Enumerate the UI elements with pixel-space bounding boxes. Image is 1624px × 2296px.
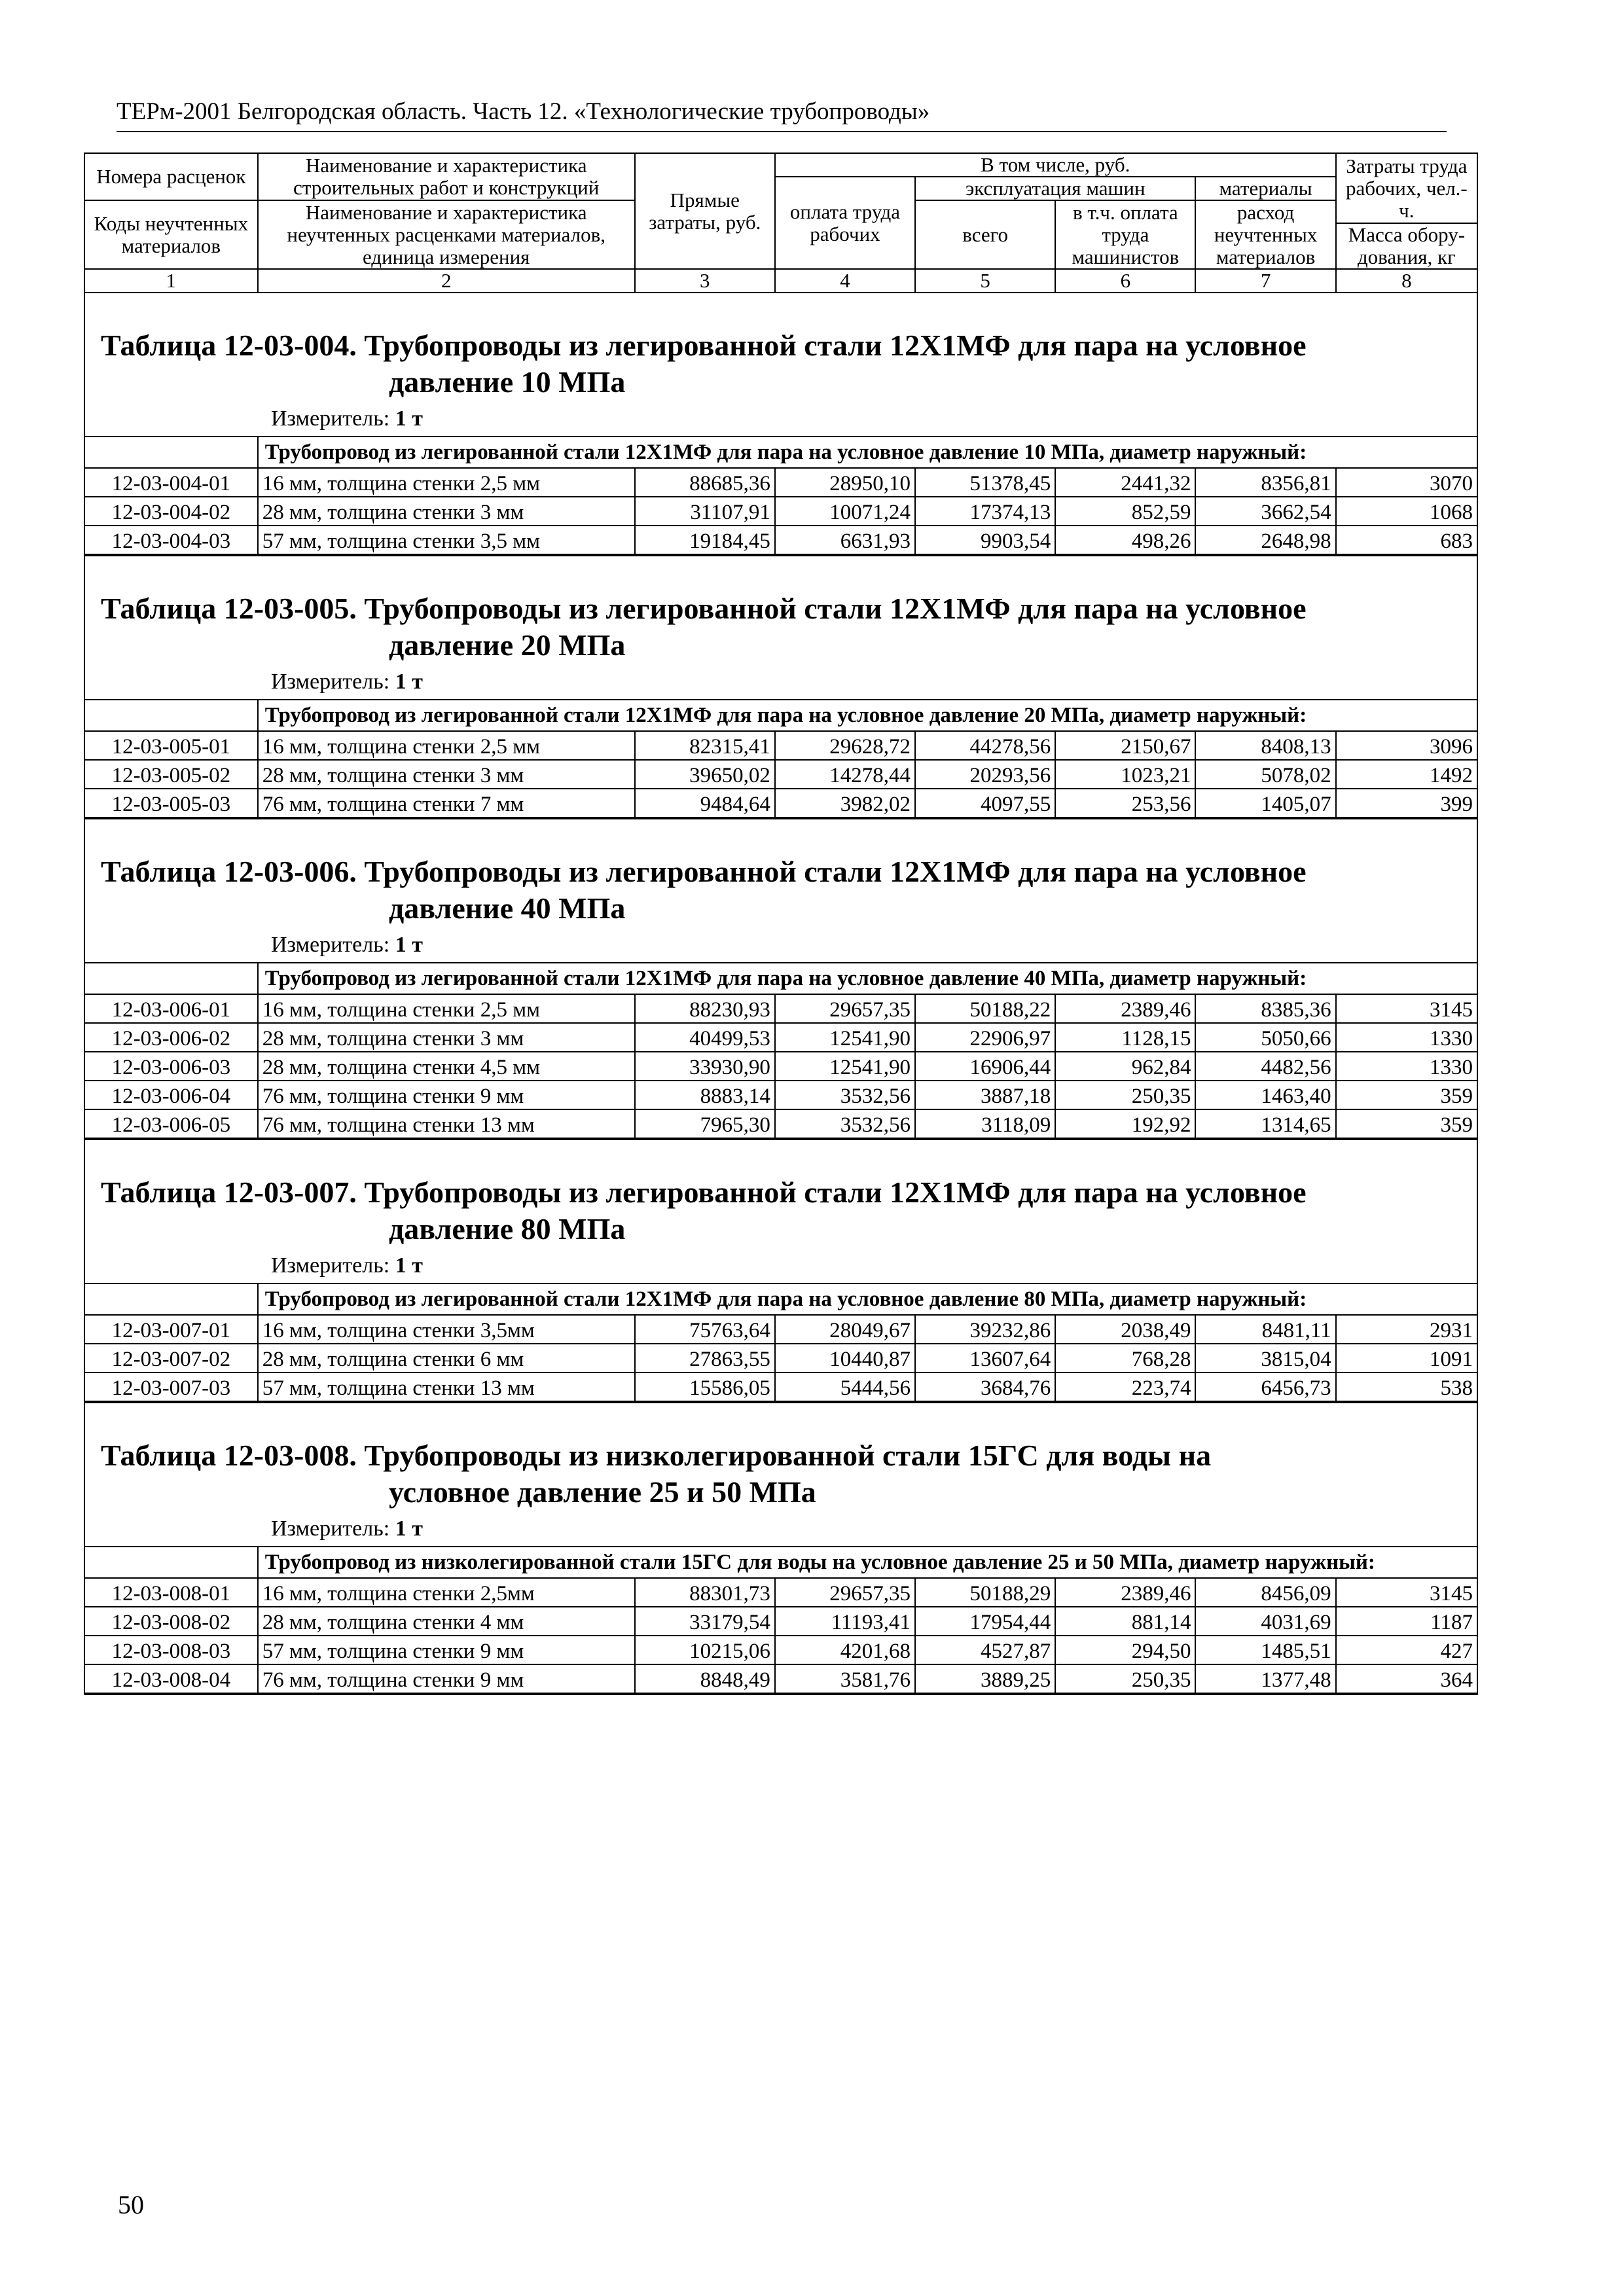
- table-caption: Трубопровод из низколегированной стали 15ГС для воды на условное давление 25 и 50 МПа, диаметр наружный:: [258, 1547, 1477, 1578]
- value-cell: 10215,06: [635, 1636, 775, 1664]
- value-cell: 50188,29: [915, 1578, 1055, 1607]
- table-title-line1: Таблица 12-03-007. Трубопроводы из легированной стали 12Х1МФ для пара на условное: [101, 1175, 1307, 1209]
- value-cell: 1405,07: [1195, 789, 1335, 817]
- value-cell: 8385,36: [1195, 994, 1335, 1023]
- table-row: [84, 1023, 1477, 1052]
- value-cell: 6456,73: [1195, 1372, 1335, 1401]
- value-cell: 75763,64: [635, 1315, 775, 1344]
- value-cell: 1314,65: [1195, 1109, 1335, 1138]
- col-number: 7: [1195, 269, 1335, 293]
- caption-blank-cell: [84, 963, 258, 994]
- value-cell: 51378,45: [915, 468, 1055, 497]
- rate-code-cell: 12-03-004-01: [84, 468, 258, 497]
- rate-code-cell: 12-03-006-05: [84, 1109, 258, 1138]
- col-header-work-name: Наименование и характеристика строительных работ и конструкций: [258, 153, 635, 200]
- value-cell: 3684,76: [915, 1372, 1055, 1401]
- table-row: [84, 994, 1477, 1023]
- value-cell: 8848,49: [635, 1664, 775, 1693]
- table-row: [84, 1344, 1477, 1372]
- value-cell: 768,28: [1055, 1344, 1195, 1372]
- value-cell: 1091: [1336, 1344, 1477, 1372]
- value-cell: 4201,68: [775, 1636, 915, 1664]
- value-cell: 9903,54: [915, 526, 1055, 554]
- value-cell: 17954,44: [915, 1607, 1055, 1636]
- value-cell: 962,84: [1055, 1052, 1195, 1081]
- description-cell: 28 мм, толщина стенки 3 мм: [258, 760, 635, 789]
- value-cell: 10071,24: [775, 497, 915, 526]
- value-cell: 19184,45: [635, 526, 775, 554]
- description-cell: 16 мм, толщина стенки 3,5мм: [258, 1315, 635, 1344]
- value-cell: 1023,21: [1055, 760, 1195, 789]
- table-row: [84, 789, 1477, 817]
- table-row: [84, 497, 1477, 526]
- measure-value: 1 т: [395, 1516, 423, 1541]
- value-cell: 5050,66: [1195, 1023, 1335, 1052]
- col-number: 4: [775, 269, 915, 293]
- rate-tables: [84, 293, 1478, 1695]
- value-cell: 28049,67: [775, 1315, 915, 1344]
- value-cell: 29657,35: [775, 1578, 915, 1607]
- col-number: 5: [915, 269, 1055, 293]
- caption-blank-cell: [84, 1283, 258, 1315]
- value-cell: 1330: [1336, 1023, 1477, 1052]
- rate-table: [84, 1546, 1478, 1694]
- value-cell: 12541,90: [775, 1052, 915, 1081]
- table-caption: Трубопровод из легированной стали 12Х1МФ для пара на условное давление 40 МПа, диаметр наружный:: [258, 963, 1477, 994]
- rate-table: [84, 436, 1478, 555]
- value-cell: 6631,93: [775, 526, 915, 554]
- value-cell: 1187: [1336, 1607, 1477, 1636]
- value-cell: 3887,18: [915, 1081, 1055, 1109]
- rate-code-cell: 12-03-006-03: [84, 1052, 258, 1081]
- value-cell: 3145: [1336, 994, 1477, 1023]
- value-cell: 8408,13: [1195, 731, 1335, 760]
- value-cell: 4482,56: [1195, 1052, 1335, 1081]
- rate-code-cell: 12-03-004-02: [84, 497, 258, 526]
- col-number: 8: [1336, 269, 1477, 293]
- value-cell: 1377,48: [1195, 1664, 1335, 1693]
- value-cell: 31107,91: [635, 497, 775, 526]
- rate-code-cell: 12-03-007-02: [84, 1344, 258, 1372]
- value-cell: 39232,86: [915, 1315, 1055, 1344]
- measure-value: 1 т: [395, 933, 423, 957]
- value-cell: 9484,64: [635, 789, 775, 817]
- value-cell: 4527,87: [915, 1636, 1055, 1664]
- value-cell: 538: [1336, 1372, 1477, 1401]
- value-cell: 364: [1336, 1664, 1477, 1693]
- value-cell: 3145: [1336, 1578, 1477, 1607]
- table-row: [84, 1109, 1477, 1138]
- value-cell: 8481,11: [1195, 1315, 1335, 1344]
- table-row: [84, 468, 1477, 497]
- value-cell: 16906,44: [915, 1052, 1055, 1081]
- col-number: 2: [258, 269, 635, 293]
- col-header-machines: эксплуатация машин: [915, 177, 1195, 200]
- value-cell: 8883,14: [635, 1081, 775, 1109]
- value-cell: 852,59: [1055, 497, 1195, 526]
- description-cell: 76 мм, толщина стенки 9 мм: [258, 1081, 635, 1109]
- caption-blank-cell: [84, 437, 258, 468]
- measure-label: Измеритель:: [271, 933, 390, 957]
- table-title: [85, 293, 1477, 401]
- value-cell: 88301,73: [635, 1578, 775, 1607]
- value-cell: 12541,90: [775, 1023, 915, 1052]
- rate-table-section: [84, 1140, 1478, 1403]
- value-cell: 88685,36: [635, 468, 775, 497]
- table-caption: Трубопровод из легированной стали 12Х1МФ для пара на условное давление 10 МПа, диаметр наружный:: [258, 437, 1477, 468]
- table-title-line2: давление 80 МПа: [389, 1212, 626, 1246]
- table-title-line2: давление 20 МПа: [389, 628, 626, 662]
- value-cell: 2389,46: [1055, 1578, 1195, 1607]
- measure-label: Измеритель:: [271, 406, 390, 431]
- description-cell: 16 мм, толщина стенки 2,5мм: [258, 1578, 635, 1607]
- value-cell: 33930,90: [635, 1052, 775, 1081]
- value-cell: 20293,56: [915, 760, 1055, 789]
- col-header-including: В том числе, руб.: [775, 153, 1336, 177]
- value-cell: 359: [1336, 1081, 1477, 1109]
- table-row: [84, 1664, 1477, 1693]
- rate-code-cell: 12-03-006-01: [84, 994, 258, 1023]
- page-header: ТЕРм-2001 Белгородская область. Часть 12. «Технологические трубопроводы»: [117, 98, 930, 125]
- value-cell: 3096: [1336, 731, 1477, 760]
- description-cell: 16 мм, толщина стенки 2,5 мм: [258, 994, 635, 1023]
- value-cell: 2038,49: [1055, 1315, 1195, 1344]
- table-title: [85, 556, 1477, 664]
- value-cell: 2441,32: [1055, 468, 1195, 497]
- measure-unit: [85, 927, 1477, 962]
- value-cell: 13607,64: [915, 1344, 1055, 1372]
- rate-code-cell: 12-03-008-01: [84, 1578, 258, 1607]
- value-cell: 3070: [1336, 468, 1477, 497]
- value-cell: 2389,46: [1055, 994, 1195, 1023]
- col-header-equipment-mass: Масса обору-дования, кг: [1336, 223, 1477, 269]
- value-cell: 2150,67: [1055, 731, 1195, 760]
- document-body: [84, 152, 1478, 1695]
- caption-blank-cell: [84, 700, 258, 731]
- rate-table: [84, 962, 1478, 1139]
- table-row: [84, 1607, 1477, 1636]
- value-cell: 88230,93: [635, 994, 775, 1023]
- col-header-labor-costs: Затраты труда рабочих, чел.-ч.: [1336, 153, 1477, 223]
- rate-table: [84, 1283, 1478, 1402]
- value-cell: 39650,02: [635, 760, 775, 789]
- description-cell: 76 мм, толщина стенки 13 мм: [258, 1109, 635, 1138]
- value-cell: 223,74: [1055, 1372, 1195, 1401]
- value-cell: 11193,41: [775, 1607, 915, 1636]
- value-cell: 192,92: [1055, 1109, 1195, 1138]
- value-cell: 294,50: [1055, 1636, 1195, 1664]
- value-cell: 3815,04: [1195, 1344, 1335, 1372]
- value-cell: 40499,53: [635, 1023, 775, 1052]
- value-cell: 3532,56: [775, 1109, 915, 1138]
- measure-value: 1 т: [395, 406, 423, 431]
- description-cell: 28 мм, толщина стенки 4,5 мм: [258, 1052, 635, 1081]
- col-number: 1: [84, 269, 258, 293]
- value-cell: 29657,35: [775, 994, 915, 1023]
- table-title: [85, 1140, 1477, 1247]
- description-cell: 76 мм, толщина стенки 9 мм: [258, 1664, 635, 1693]
- value-cell: 28950,10: [775, 468, 915, 497]
- rate-table-section: [84, 293, 1478, 556]
- measure-unit: [85, 401, 1477, 436]
- table-caption: Трубопровод из легированной стали 12Х1МФ для пара на условное давление 80 МПа, диаметр наружный:: [258, 1283, 1477, 1315]
- col-header-material-codes: Коды неучтенных материалов: [84, 200, 258, 269]
- table-title-line1: Таблица 12-03-005. Трубопроводы из легированной стали 12Х1МФ для пара на условное: [101, 592, 1307, 625]
- rate-table: [84, 699, 1478, 818]
- value-cell: 14278,44: [775, 760, 915, 789]
- value-cell: 4031,69: [1195, 1607, 1335, 1636]
- value-cell: 1128,15: [1055, 1023, 1195, 1052]
- value-cell: 1485,51: [1195, 1636, 1335, 1664]
- value-cell: 33179,54: [635, 1607, 775, 1636]
- col-header-material-name: Наименование и характеристика неучтенных расценками материалов, единица измерения: [258, 200, 635, 269]
- table-row: [84, 1372, 1477, 1401]
- value-cell: 17374,13: [915, 497, 1055, 526]
- value-cell: 4097,55: [915, 789, 1055, 817]
- rate-code-cell: 12-03-005-03: [84, 789, 258, 817]
- value-cell: 27863,55: [635, 1344, 775, 1372]
- value-cell: 3581,76: [775, 1664, 915, 1693]
- rate-code-cell: 12-03-005-02: [84, 760, 258, 789]
- description-cell: 28 мм, толщина стенки 3 мм: [258, 497, 635, 526]
- value-cell: 15586,05: [635, 1372, 775, 1401]
- description-cell: 28 мм, толщина стенки 3 мм: [258, 1023, 635, 1052]
- rate-table-section: [84, 556, 1478, 819]
- value-cell: 498,26: [1055, 526, 1195, 554]
- value-cell: 5444,56: [775, 1372, 915, 1401]
- value-cell: 7965,30: [635, 1109, 775, 1138]
- value-cell: 427: [1336, 1636, 1477, 1664]
- description-cell: 57 мм, толщина стенки 3,5 мм: [258, 526, 635, 554]
- col-header-operator-pay: в т.ч. оплата труда машинистов: [1055, 200, 1195, 269]
- value-cell: 683: [1336, 526, 1477, 554]
- value-cell: 359: [1336, 1109, 1477, 1138]
- value-cell: 250,35: [1055, 1664, 1195, 1693]
- rate-code-cell: 12-03-006-04: [84, 1081, 258, 1109]
- value-cell: 3118,09: [915, 1109, 1055, 1138]
- table-row: [84, 1081, 1477, 1109]
- table-title: [85, 819, 1477, 927]
- table-row: [84, 1636, 1477, 1664]
- table-title-line1: Таблица 12-03-006. Трубопроводы из легированной стали 12Х1МФ для пара на условное: [101, 855, 1307, 888]
- value-cell: 399: [1336, 789, 1477, 817]
- value-cell: 8356,81: [1195, 468, 1335, 497]
- measure-value: 1 т: [395, 1253, 423, 1278]
- description-cell: 76 мм, толщина стенки 7 мм: [258, 789, 635, 817]
- col-number: 6: [1055, 269, 1195, 293]
- value-cell: 3662,54: [1195, 497, 1335, 526]
- value-cell: 3532,56: [775, 1081, 915, 1109]
- description-cell: 28 мм, толщина стенки 4 мм: [258, 1607, 635, 1636]
- measure-unit: [85, 1511, 1477, 1546]
- measure-unit: [85, 664, 1477, 699]
- value-cell: 2648,98: [1195, 526, 1335, 554]
- table-title-line1: Таблица 12-03-008. Трубопроводы из низколегированной стали 15ГС для воды на: [101, 1439, 1212, 1472]
- rate-code-cell: 12-03-005-01: [84, 731, 258, 760]
- page-number: 50: [118, 2190, 144, 2219]
- description-cell: 16 мм, толщина стенки 2,5 мм: [258, 731, 635, 760]
- rate-code-cell: 12-03-007-03: [84, 1372, 258, 1401]
- table-title-line2: давление 10 МПа: [389, 365, 626, 399]
- table-row: [84, 1578, 1477, 1607]
- table-title-line2: условное давление 25 и 50 МПа: [389, 1475, 816, 1509]
- value-cell: 82315,41: [635, 731, 775, 760]
- value-cell: 250,35: [1055, 1081, 1195, 1109]
- value-cell: 1068: [1336, 497, 1477, 526]
- description-cell: 57 мм, толщина стенки 9 мм: [258, 1636, 635, 1664]
- rate-code-cell: 12-03-007-01: [84, 1315, 258, 1344]
- col-header-machines-total: всего: [915, 200, 1055, 269]
- value-cell: 1492: [1336, 760, 1477, 789]
- value-cell: 1463,40: [1195, 1081, 1335, 1109]
- rate-code-cell: 12-03-006-02: [84, 1023, 258, 1052]
- table-row: [84, 526, 1477, 554]
- value-cell: 253,56: [1055, 789, 1195, 817]
- value-cell: 1330: [1336, 1052, 1477, 1081]
- rate-table-section: [84, 819, 1478, 1140]
- col-header-direct-costs: Прямые затраты, руб.: [635, 153, 775, 269]
- table-title-line2: давление 40 МПа: [389, 891, 626, 925]
- col-header-worker-pay: оплата труда рабочих: [775, 177, 915, 269]
- value-cell: 881,14: [1055, 1607, 1195, 1636]
- value-cell: 22906,97: [915, 1023, 1055, 1052]
- value-cell: 5078,02: [1195, 760, 1335, 789]
- column-header-table: [84, 152, 1478, 293]
- caption-blank-cell: [84, 1547, 258, 1578]
- col-header-material-consumption: расход неучтенных материалов: [1195, 200, 1335, 269]
- rate-code-cell: 12-03-008-02: [84, 1607, 258, 1636]
- col-header-rate-numbers: Номера расценок: [84, 153, 258, 200]
- measure-unit: [85, 1247, 1477, 1283]
- measure-label: Измеритель:: [271, 1516, 390, 1541]
- col-header-materials: материалы: [1195, 177, 1335, 200]
- description-cell: 16 мм, толщина стенки 2,5 мм: [258, 468, 635, 497]
- value-cell: 29628,72: [775, 731, 915, 760]
- table-caption: Трубопровод из легированной стали 12Х1МФ для пара на условное давление 20 МПа, диаметр наружный:: [258, 700, 1477, 731]
- rate-code-cell: 12-03-004-03: [84, 526, 258, 554]
- measure-label: Измеритель:: [271, 670, 390, 694]
- value-cell: 10440,87: [775, 1344, 915, 1372]
- header-rule: [117, 131, 1447, 132]
- table-row: [84, 760, 1477, 789]
- table-row: [84, 1052, 1477, 1081]
- description-cell: 57 мм, толщина стенки 13 мм: [258, 1372, 635, 1401]
- measure-value: 1 т: [395, 670, 423, 694]
- rate-table-section: [84, 1403, 1478, 1695]
- description-cell: 28 мм, толщина стенки 6 мм: [258, 1344, 635, 1372]
- table-title: [85, 1403, 1477, 1511]
- rate-code-cell: 12-03-008-04: [84, 1664, 258, 1693]
- rate-code-cell: 12-03-008-03: [84, 1636, 258, 1664]
- value-cell: 3982,02: [775, 789, 915, 817]
- value-cell: 3889,25: [915, 1664, 1055, 1693]
- table-row: [84, 1315, 1477, 1344]
- measure-label: Измеритель:: [271, 1253, 390, 1278]
- col-number: 3: [635, 269, 775, 293]
- value-cell: 44278,56: [915, 731, 1055, 760]
- value-cell: 2931: [1336, 1315, 1477, 1344]
- value-cell: 50188,22: [915, 994, 1055, 1023]
- table-title-line1: Таблица 12-03-004. Трубопроводы из легированной стали 12Х1МФ для пара на условное: [101, 329, 1307, 362]
- value-cell: 8456,09: [1195, 1578, 1335, 1607]
- table-row: [84, 731, 1477, 760]
